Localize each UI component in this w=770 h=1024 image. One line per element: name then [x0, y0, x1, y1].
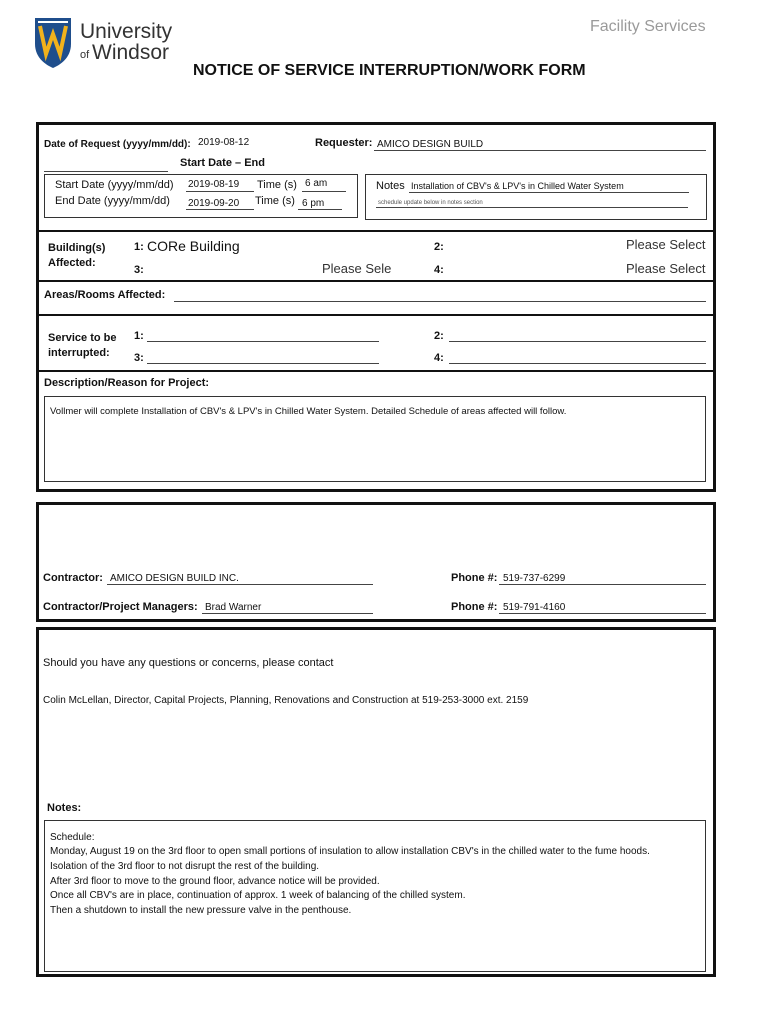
end-date-label: End Date (yyyy/mm/dd) — [55, 195, 170, 207]
requester-value[interactable]: AMICO DESIGN BUILD — [377, 139, 484, 150]
managers-value[interactable]: Brad Warner — [205, 602, 262, 613]
contact-line-1: Should you have any questions or concerns, please contact — [43, 657, 334, 669]
start-time-value[interactable]: 6 am — [305, 178, 328, 189]
notes-line: Once all CBV's are in place, continuation of approx. 1 week of balancing of the chilled system. — [50, 890, 466, 901]
page-title: NOTICE OF SERVICE INTERRUPTION/WORK FORM — [193, 62, 586, 79]
phone-1-label: Phone #: — [451, 572, 498, 584]
description-label: Description/Reason for Project: — [44, 377, 210, 389]
start-time-label: Time (s) — [257, 179, 297, 191]
notes-line: Schedule: — [50, 832, 95, 843]
service-3-input[interactable] — [147, 363, 379, 364]
logo-text-university: University — [80, 20, 173, 43]
end-date-value[interactable]: 2019-09-20 — [188, 198, 240, 209]
service-2-num: 2: — [434, 330, 444, 342]
logo — [32, 14, 182, 70]
department-name: Facility Services — [590, 18, 706, 35]
phone-2-value[interactable]: 519-791-4160 — [503, 602, 566, 613]
service-1-input[interactable] — [147, 341, 379, 342]
notes-line: Monday, August 19 on the 3rd floor to open small portions of insulation to allow installation CBV's in the chilled water to the fume hoods. — [50, 846, 650, 857]
service-2-input[interactable] — [449, 341, 706, 342]
areas-label: Areas/Rooms Affected: — [44, 289, 166, 301]
building-1-num: 1: — [134, 241, 144, 253]
description-value: Vollmer will complete Installation of CBV's & LPV's in Chilled Water System. Detailed Schedule of areas affected will follow. — [50, 406, 567, 417]
start-end-label: Start Date – End — [180, 157, 265, 169]
service-1-num: 1: — [134, 330, 144, 342]
building-2-select[interactable]: Please Select — [626, 237, 706, 252]
contact-line-2: Colin McLellan, Director, Capital Projects, Planning, Renovations and Construction at 519-253-3000 ext. 2159 — [43, 695, 529, 706]
building-4-num: 4: — [434, 264, 444, 276]
service-3-num: 3: — [134, 352, 144, 364]
interrupted-label: interrupted: — [48, 347, 110, 359]
service-4-num: 4: — [434, 352, 444, 364]
building-4-select[interactable]: Please Select — [626, 261, 706, 276]
start-date-label: Start Date (yyyy/mm/dd) — [55, 179, 174, 191]
notes-line: Then a shutdown to install the new pressure valve in the penthouse. — [50, 905, 352, 916]
managers-label: Contractor/Project Managers: — [43, 601, 198, 613]
end-time-label: Time (s) — [255, 195, 295, 207]
notes-line: After 3rd floor to move to the ground floor, advance notice will be provided. — [50, 876, 380, 887]
notes-value[interactable]: Installation of CBV's & LPV's in Chilled Water System — [411, 181, 624, 191]
requester-label: Requester: — [315, 137, 373, 149]
start-date-value[interactable]: 2019-08-19 — [188, 179, 240, 190]
building-3-num: 3: — [134, 264, 144, 276]
service-label: Service to be — [48, 332, 117, 344]
date-of-request-label: Date of Request (yyyy/mm/dd): — [44, 139, 191, 150]
notes-sub: schedule update below in notes section — [378, 200, 483, 206]
crest-icon — [32, 14, 74, 70]
notes-section-label: Notes: — [47, 802, 82, 814]
building-2-num: 2: — [434, 241, 444, 253]
buildings-label: Building(s) — [48, 242, 106, 254]
notes-label: Notes — [376, 180, 405, 192]
phone-2-label: Phone #: — [451, 601, 498, 613]
areas-input[interactable] — [174, 301, 706, 302]
building-3-select[interactable]: Please Sele — [322, 261, 392, 276]
end-time-value[interactable]: 6 pm — [302, 198, 325, 209]
service-4-input[interactable] — [449, 363, 706, 364]
logo-text-windsor: Windsor — [92, 41, 170, 64]
affected-label: Affected: — [48, 257, 96, 269]
logo-text-of: of — [80, 49, 90, 61]
phone-1-value[interactable]: 519-737-6299 — [503, 573, 566, 584]
notes-line: Isolation of the 3rd floor to not disrupt the rest of the building. — [50, 861, 320, 872]
contractor-label: Contractor: — [43, 572, 103, 584]
contractor-value[interactable]: AMICO DESIGN BUILD INC. — [110, 573, 239, 584]
date-of-request-value[interactable]: 2019-08-12 — [198, 137, 250, 148]
building-1-select[interactable]: CORe Building — [147, 238, 240, 254]
